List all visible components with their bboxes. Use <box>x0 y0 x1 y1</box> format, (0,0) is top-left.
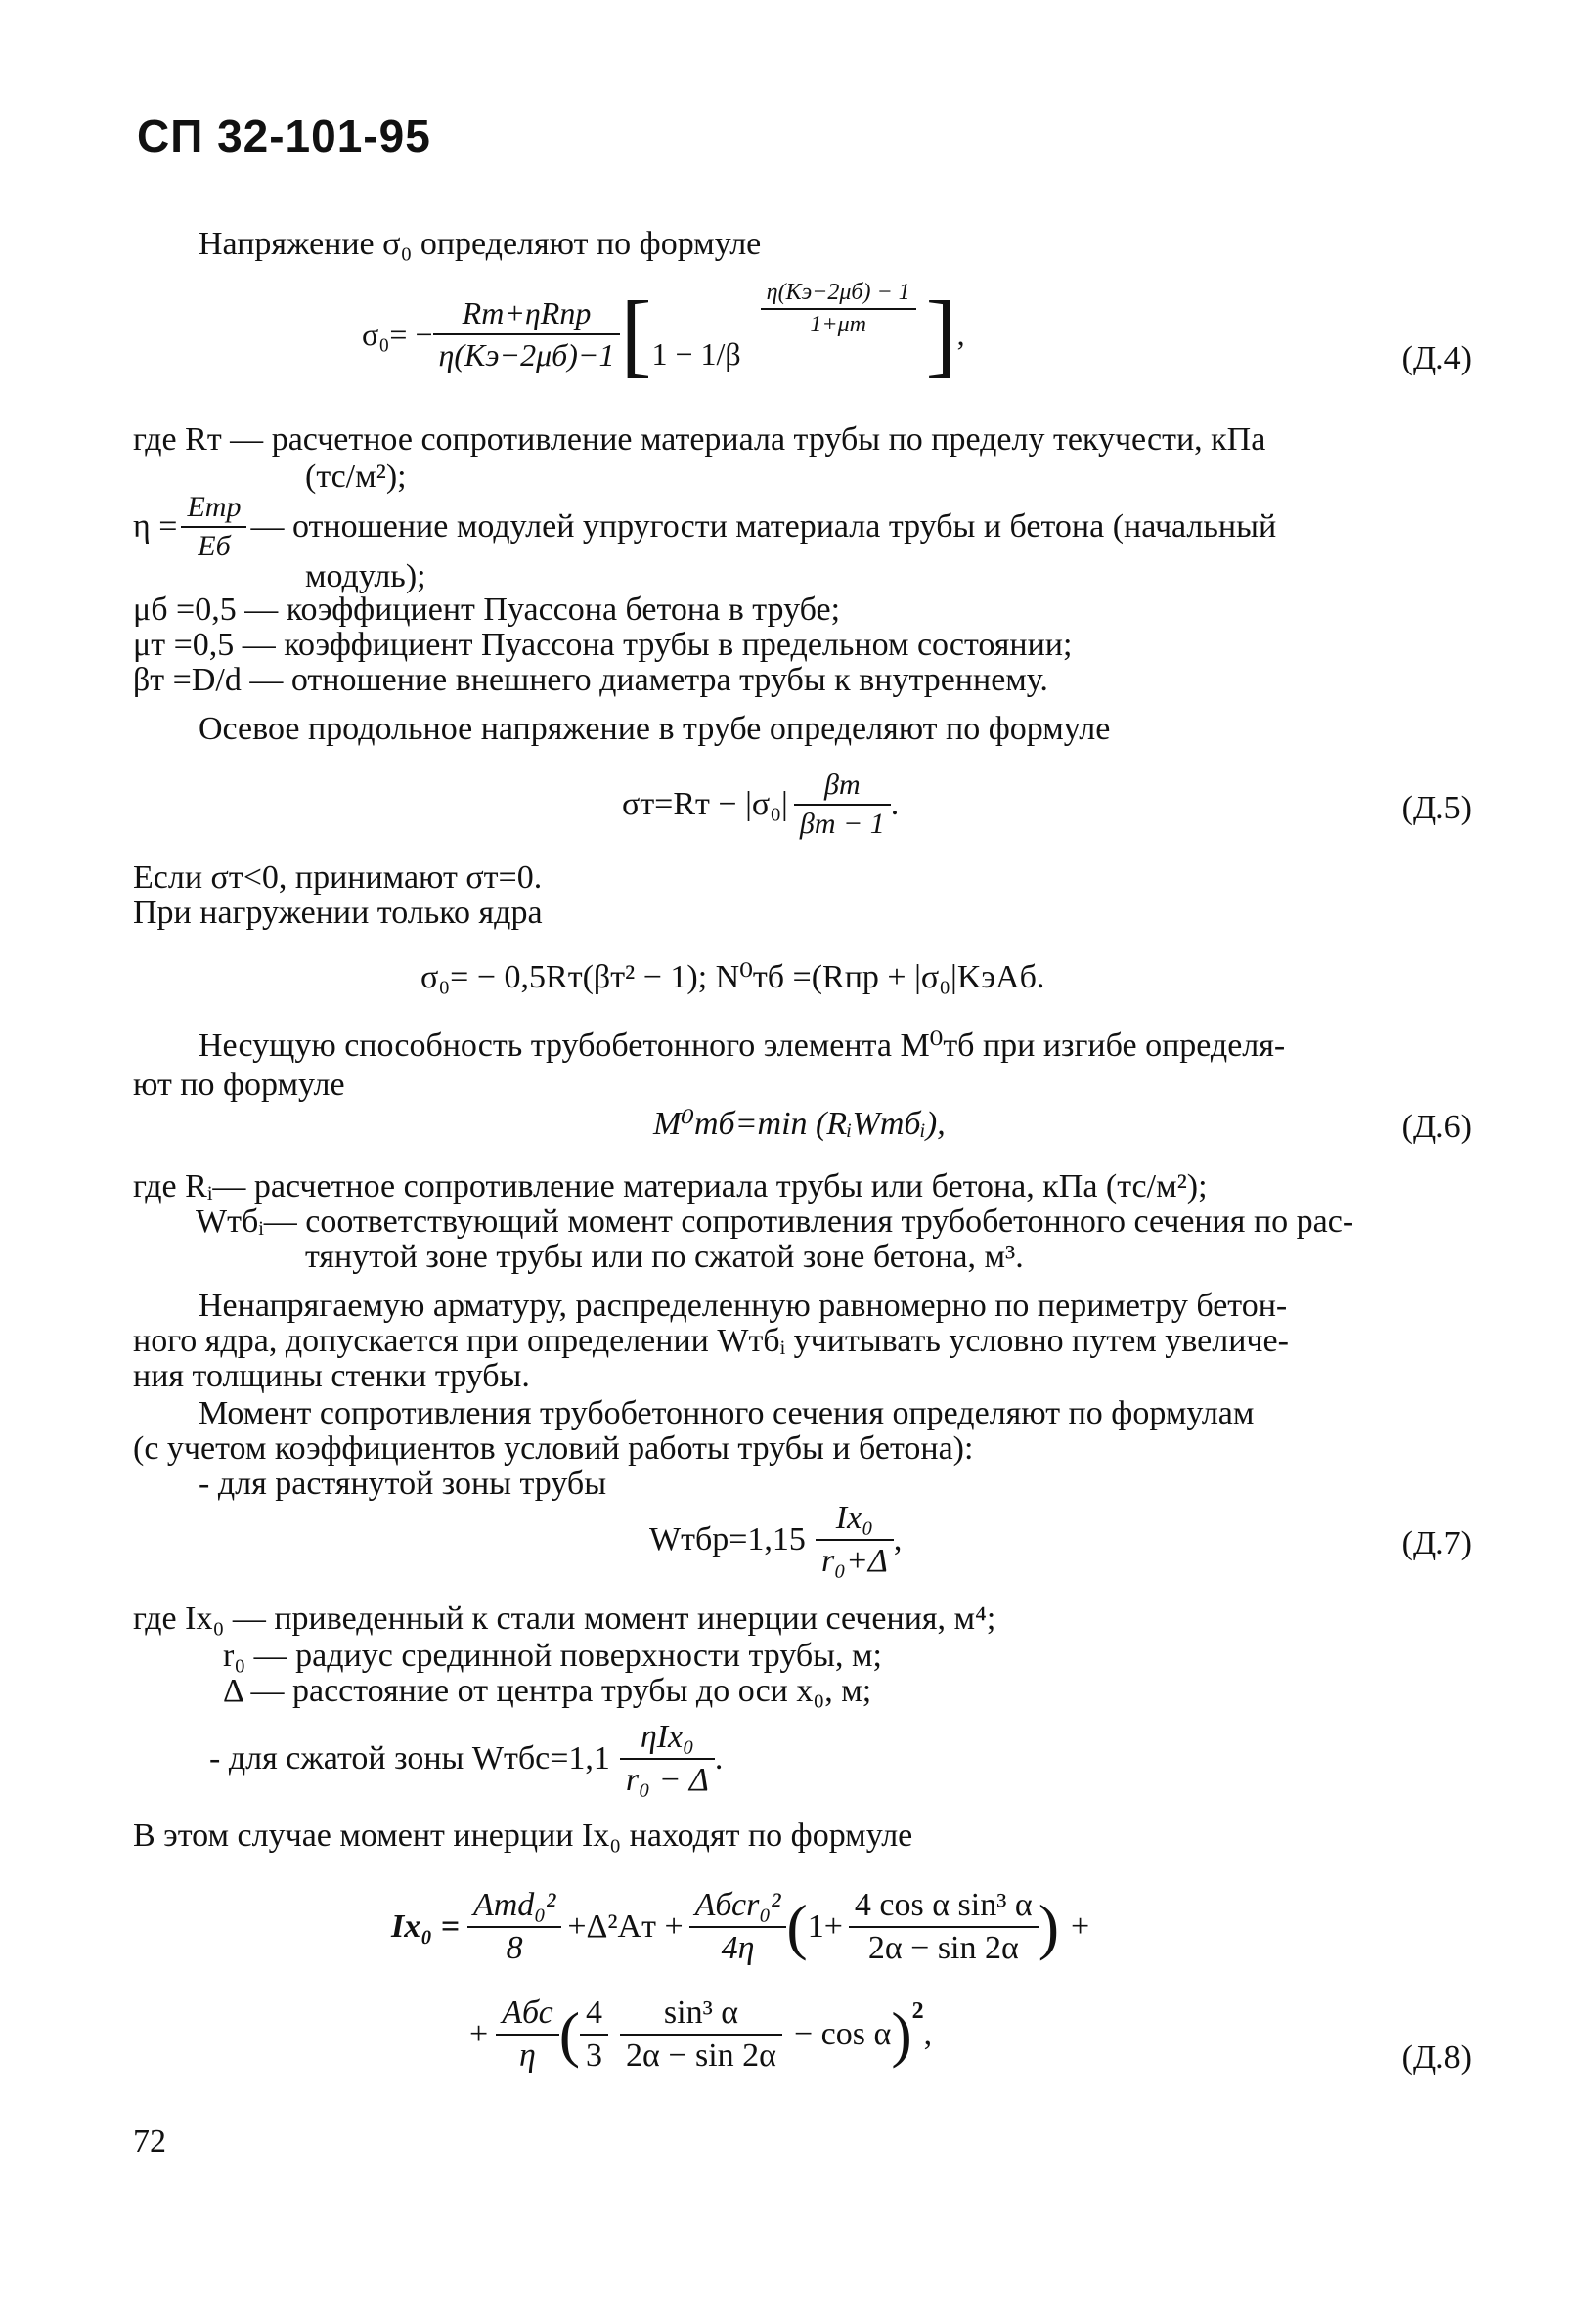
equation-d8-line-1: Ix₀ = $\frac{\text{Aтd₀²}}{8}$ +Δ²Aт + $\frac{\text{Aбсr₀²}}{4\eta}$ ( 1+ $\frac{\text{4 cos α sin³ α}}{2\alpha - \sin 2\alpha}$ ) + <box>391 1887 1090 1966</box>
equation-d8-line-2: + $\frac{\text{Aбс}}{\eta}$ ( $\frac{4}{3}$ $\frac{\text{sin³ α}}{2\alpha - \sin 2\alpha}$ − cos α ) 2 , <box>469 1995 933 2074</box>
equation-number-d5: (Д.5) <box>1401 790 1472 826</box>
where-bt: βт =D/d — отношение внешнего диаметра трубы к внутреннему. <box>133 662 1048 698</box>
equation-d6: M⁰тб=min (RᵢWтбᵢ), <box>653 1106 946 1142</box>
equation-number-d6: (Д.6) <box>1401 1109 1472 1145</box>
intro-d5: Осевое продольное напряжение в трубе определяют по формуле <box>199 711 1111 747</box>
eq-d4-bracket-left: [ <box>620 282 652 386</box>
where-ix: где Ix₀ — приведенный к стали момент инерции сечения, м⁴; <box>133 1600 996 1637</box>
where-rt: где Rт — расчетное сопротивление материала трубы по пределу текучести, кПа <box>133 421 1266 458</box>
moment-line-3: - для растянутой зоны трубы <box>199 1466 607 1502</box>
where-mub: μб =0,5 — коэффициент Пуассона бетона в трубе; <box>133 592 841 628</box>
where-wi-cont: тянутой зоне трубы или по сжатой зоне бетона, м³. <box>305 1239 1024 1275</box>
eq-d4-fraction: $\frac{\text{Rт+ηRпр}}{\eta(Kэ-2\mu б)-1}$ <box>433 295 621 373</box>
compressed-zone: - для сжатой зоны Wтбс=1,1 $\frac{\text{ηIx₀}}{\text{r₀ − Δ}}$ . <box>209 1719 724 1798</box>
intro-d4: Напряжение σ₀ определяют по формуле <box>199 226 762 262</box>
eq-d4-lhs: σ₀= − <box>362 316 433 352</box>
equation-d5: σт=Rт − |σ₀| $\frac{\beta т}{\beta т - 1}$ . <box>622 768 900 840</box>
equation-core: σ₀= − 0,5Rт(βт² − 1); N⁰тб =(Rпр + |σ₀|KэAб. <box>420 959 1045 995</box>
where-rt-cont: (тс/м²); <box>305 459 407 495</box>
rebar-line-3: ния толщины стенки трубы. <box>133 1358 530 1394</box>
where-eta-cont: модуль); <box>305 558 426 594</box>
rebar-line-2: ного ядра, допускается при определении Wтбᵢ учитывать условно путем увеличе- <box>133 1323 1289 1359</box>
page-number: 72 <box>133 2124 166 2160</box>
moment-line-2: (с учетом коэффициентов условий работы трубы и бетона): <box>133 1430 974 1467</box>
eq-d4-bracket-term: 1 − 1/β <box>651 335 741 372</box>
where-eta: η = $\frac{\text{Eтр}}{Eб}$ — отношение модулей упругости материала трубы и бетона (начальный <box>133 491 1277 562</box>
where-r0: r₀ — радиус срединной поверхности трубы, м; <box>223 1638 882 1674</box>
bearing-line-2: ют по формуле <box>133 1067 345 1103</box>
rebar-line-1: Ненапрягаемую арматуру, распределенную равномерно по периметру бетон- <box>199 1288 1288 1324</box>
moment-line-1: Момент сопротивления трубобетонного сечения определяют по формулам <box>199 1395 1255 1431</box>
where-mut: μт =0,5 — коэффициент Пуассона трубы в предельном состоянии; <box>133 627 1073 663</box>
if-sigma-negative: Если σт<0, принимают σт=0. <box>133 859 543 896</box>
page-header-code: СП 32-101-95 <box>137 110 431 161</box>
bearing-line-1: Несущую способность трубобетонного элемента M⁰тб при изгибе определя- <box>199 1028 1286 1064</box>
where-delta: Δ — расстояние от центра трубы до оси x₀, м; <box>223 1673 872 1709</box>
equation-d7: Wтбр=1,15 $\frac{\text{Ix₀}}{\text{r₀+Δ}}$ , <box>649 1500 903 1579</box>
equation-d4 <box>362 276 965 393</box>
eq-d4-bracket-right: ] <box>925 282 957 386</box>
equation-number-d4: (Д.4) <box>1401 340 1472 376</box>
eq-d4-exponent: $\frac{\eta(Kэ-2\mu б) - 1}{1+\mu т}$ <box>761 280 916 338</box>
where-ri: где Rᵢ— расчетное сопротивление материала трубы или бетона, кПа (тс/м²); <box>133 1168 1208 1205</box>
eq-d4-tail: , <box>956 316 965 352</box>
where-wi: Wтбᵢ— соответствующий момент сопротивления трубобетонного сечения по рас- <box>196 1204 1354 1240</box>
equation-number-d7: (Д.7) <box>1401 1525 1472 1561</box>
inertia-intro: В этом случае момент инерции Ix₀ находят по формуле <box>133 1818 913 1854</box>
equation-number-d8: (Д.8) <box>1401 2039 1472 2076</box>
core-loading: При нагружении только ядра <box>133 895 543 931</box>
